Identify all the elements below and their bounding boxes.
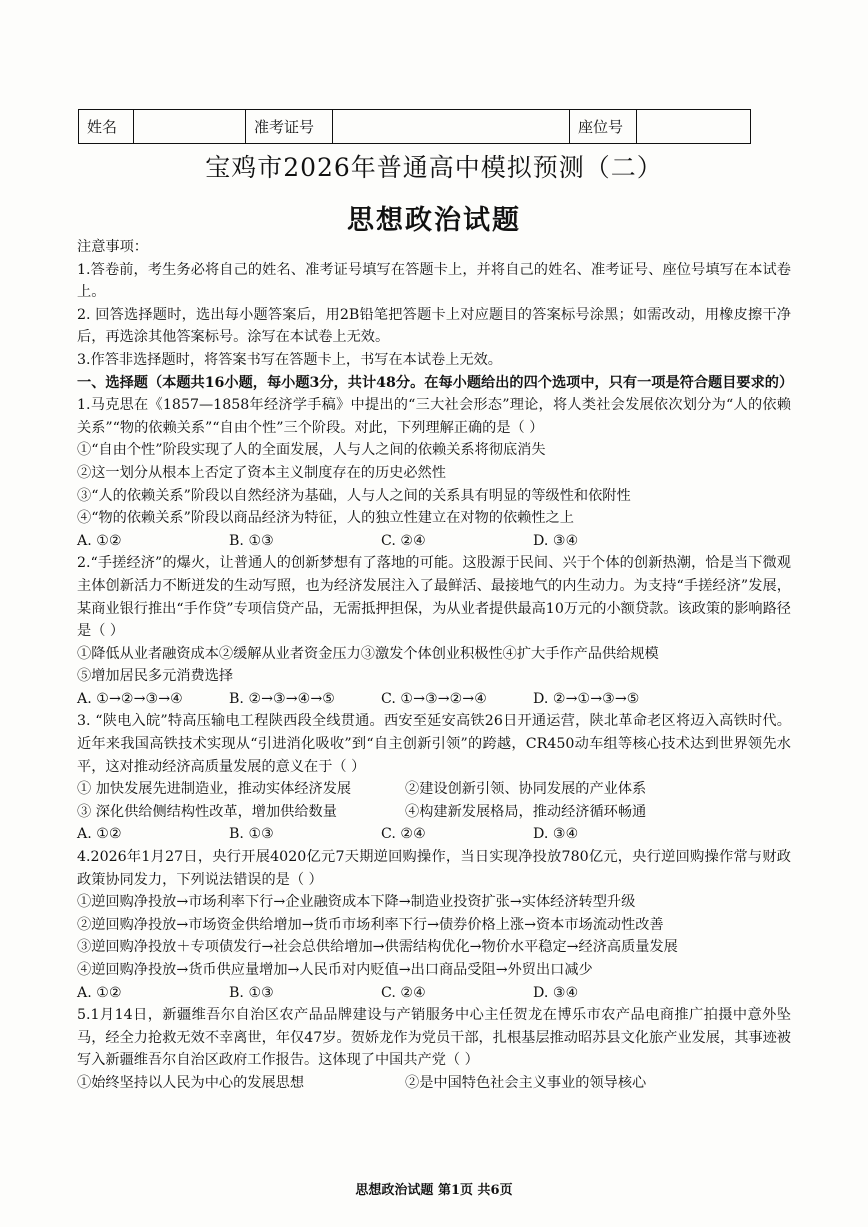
statement: ②是中国特色社会主义事业的领导核心	[405, 1074, 647, 1091]
option-b: B. ①③	[229, 984, 274, 1001]
answer-options	[77, 688, 791, 711]
statement-row	[77, 801, 791, 824]
option-a: A. ①→②→③→④	[77, 690, 183, 707]
notice-item: 1.答卷前，考生务必将自己的姓名、准考证号填写在答题卡上，并将自己的姓名、准考证号、座位号填写在本试卷上。	[77, 261, 791, 301]
name-label: 姓名	[79, 110, 134, 144]
exam-content	[77, 236, 794, 1095]
question-stem: 3. “陕电入皖”特高压输电工程陕西段全线贯通。西安至延安高铁26日开通运营，陕北革命老区将迈入高铁时代。近年来我国高铁技术实现从“引进消化吸收”到“自主创新引领”的跨越，CR450动车组等核心技术达到世界领先水平，这对推动经济高质量发展的意义在于（ ）	[77, 713, 791, 775]
notice-item: 3.作答非选择题时，将答案书写在答题卡上，书写在本试卷上无效。	[77, 351, 502, 368]
option-b: B. ①③	[229, 532, 274, 549]
question-stem: 2.“手搓经济”的爆火，让普通人的创新梦想有了落地的可能。这股源于民间、兴于个体的创新热潮，恰是当下微观主体创新活力不断迸发的生动写照，也为经济发展注入了最鲜活、最接地气的内生动力。为支持“手搓经济”发展，某商业银行推出“手作贷”专项信贷产品，无需抵押担保，为从业者提供最高10万元的小额贷款。该政策的影响路径是（ ）	[77, 555, 791, 640]
option-c: C. ②④	[381, 826, 426, 843]
seat-field	[637, 110, 751, 144]
option-d: D. ③④	[533, 532, 579, 549]
option-a: A. ①②	[77, 532, 122, 549]
section-heading: 一、选择题（本题共16小题，每小题3分，共计48分。在每小题给出的四个选项中，只有一项是符合题目要求的）	[77, 374, 794, 391]
answer-options	[77, 982, 791, 1005]
answer-options	[77, 823, 791, 846]
question-stem: 1.马克思在《1857—1858年经济学手稿》中提出的“三大社会形态”理论，将人类社会发展依次划分为“人的依赖关系”“物的依赖关系”“自由个性”三个阶段。对此，下列理解正确的是（ ）	[77, 397, 791, 436]
option-b: B. ①③	[229, 826, 274, 843]
exam-title: 宝鸡市2026年普通高中模拟预测（二）	[205, 153, 663, 182]
statement: ②这一划分从根本上否定了资本主义制度存在的历史必然性	[77, 464, 446, 481]
option-d: D. ③④	[533, 826, 579, 843]
seat-label: 座位号	[570, 110, 637, 144]
question-stem: 5.1月14日，新疆维吾尔自治区农产品品牌建设与产销服务中心主任贺龙在博乐市农产品电商推广拍摄中意外坠马，经全力抢救无效不幸离世，年仅47岁。贺娇龙作为党员干部，扎根基层推动昭苏县文化旅产业发展，其事迹被写入新疆维吾尔自治区政府工作报告。这体现了中国共产党（ ）	[77, 1007, 791, 1069]
statement: ③“人的依赖关系”阶段以自然经济为基础，人与人之间的关系具有明显的等级性和依附性	[77, 487, 631, 504]
statement: ①“自由个性”阶段实现了人的全面发展，人与人之间的依赖关系将彻底消失	[77, 442, 546, 459]
statement: ②建设创新引领、协同发展的产业体系	[405, 781, 647, 798]
option-a: A. ①②	[77, 984, 122, 1001]
exam-number-field	[333, 110, 570, 144]
option-a: A. ①②	[77, 826, 122, 843]
statement: ④逆回购净投放→货币供应量增加→人民币对内贬值→出口商品受阻→外贸出口减少	[77, 962, 593, 978]
statement: ①降低从业者融资成本②缓解从业者资金压力③激发个体创业积极性④扩大手作产品供给规模	[77, 645, 659, 662]
statement: ①逆回购净投放→市场利率下行→企业融资成本下降→制造业投资扩张→实体经济转型升级	[77, 894, 636, 911]
statement: ① 加快发展先进制造业，推动实体经济发展	[77, 781, 352, 798]
exam-subtitle: 思想政治试题	[347, 205, 521, 236]
question-stem: 4.2026年1月27日，央行开展4020亿元7天期逆回购操作，当日实现净投放780亿元，央行逆回购操作常与财政政策协同发力，下列说法错误的是（ ）	[77, 849, 791, 888]
option-c: C. ②④	[381, 532, 426, 549]
notice-item: 2. 回答选择题时，选出每小题答案后，用2B铅笔把答题卡上对应题目的答案标号涂黑；如需改动，用橡皮擦干净后，再选涂其他答案标号。涂写在本试卷上无效。	[77, 306, 791, 346]
candidate-info-table	[78, 109, 751, 144]
name-field	[134, 110, 246, 144]
exam-number-label: 准考证号	[246, 110, 333, 144]
option-d: D. ②→①→③→⑤	[533, 690, 640, 707]
notice-heading: 注意事项：	[77, 239, 148, 255]
statement: ③逆回购净投放＋专项债发行→社会总供给增加→供需结构优化→物价水平稳定→经济高质量发展	[77, 939, 678, 956]
page-footer: 思想政治试题 第1页 共6页	[355, 1183, 513, 1198]
option-c: C. ②④	[381, 984, 426, 1001]
statement: ⑤增加居民多元消费选择	[77, 668, 234, 685]
statement: ②逆回购净投放→市场资金供给增加→货币市场利率下行→债券价格上涨→资本市场流动性改善	[77, 916, 664, 933]
answer-options	[77, 530, 791, 553]
statement: ④“物的依赖关系”阶段以商品经济为特征，人的独立性建立在对物的依赖性之上	[77, 510, 574, 527]
option-d: D. ③④	[533, 984, 579, 1001]
option-c: C. ①→③→②→④	[381, 690, 487, 707]
statement: ④构建新发展格局，推动经济循环畅通	[405, 803, 647, 820]
statement: ③ 深化供给侧结构性改革，增加供给数量	[77, 803, 337, 820]
statement-row	[77, 1072, 791, 1095]
option-b: B. ②→③→④→⑤	[229, 690, 335, 707]
statement-row	[77, 778, 791, 801]
statement: ①始终坚持以人民为中心的发展思想	[77, 1074, 305, 1091]
